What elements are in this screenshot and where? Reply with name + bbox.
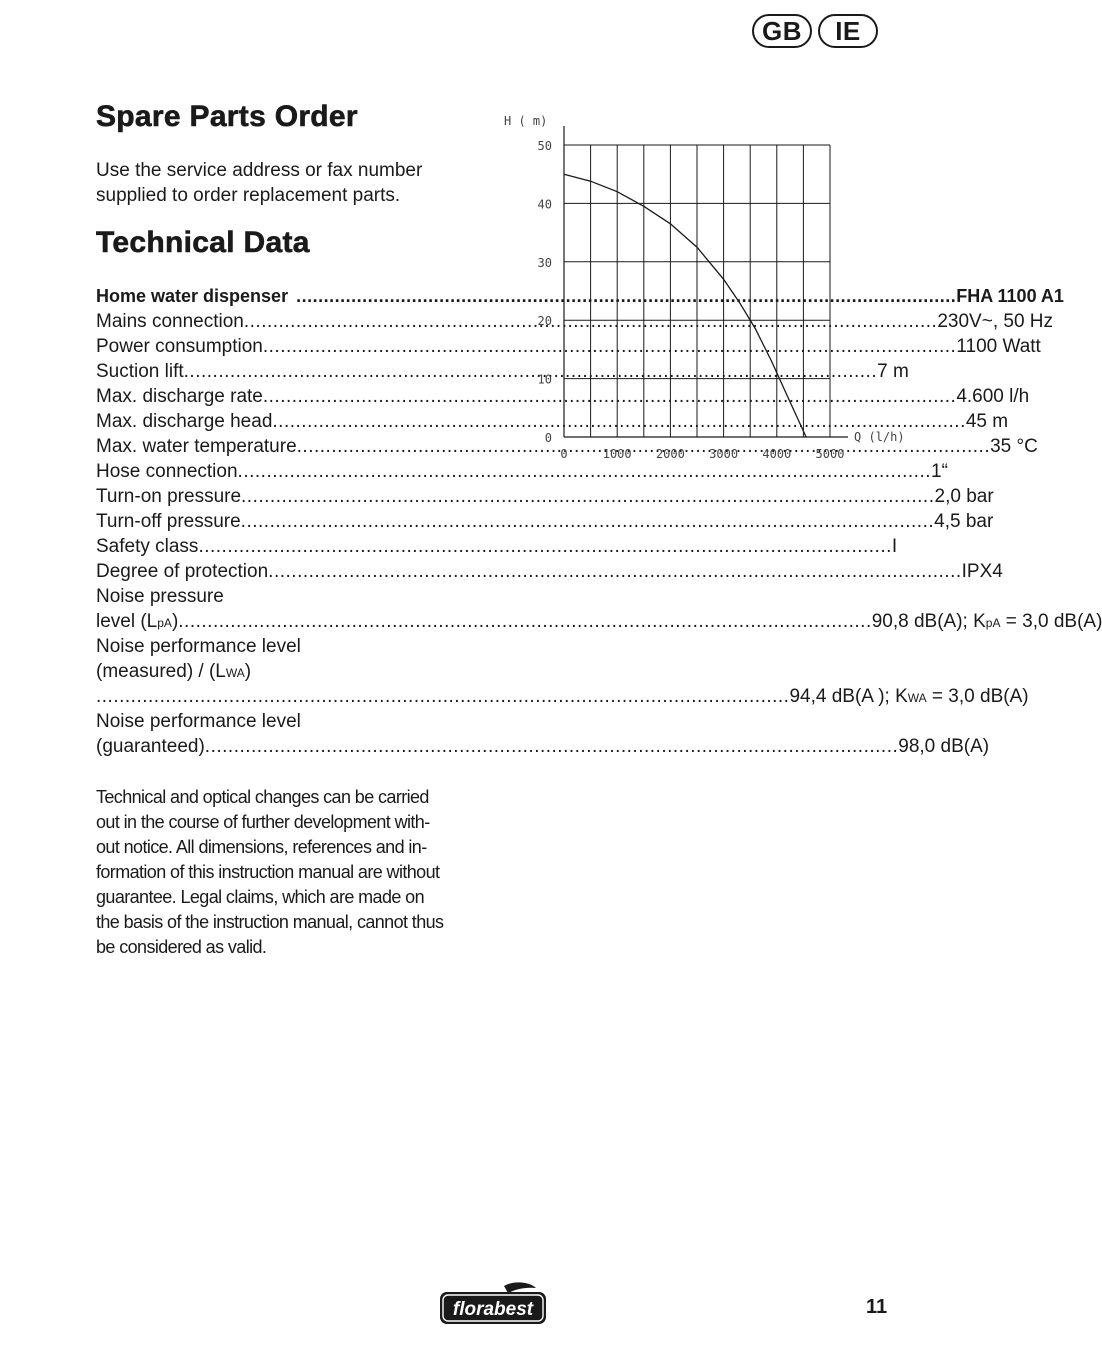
spec-value: 230V~, 50 Hz [937,311,1054,332]
spec-label: Max. discharge head [96,411,273,432]
noise-measured-value-text: 94,4 dB(A ); K [789,686,908,707]
x-tick-label: 2000 [655,447,685,461]
spec-label: Safety class [96,536,199,557]
leader-dots [96,684,789,709]
leader-dots [241,484,934,509]
leader-dots [205,734,898,759]
spec-label: Degree of protection [96,561,269,582]
spec-label: Power consumption [96,336,263,357]
noise-measured-line1: Noise performance level [96,636,301,657]
spec-value: 7 m [877,361,909,382]
spec-row [96,459,948,484]
x-tick-label: 0 [560,447,568,461]
pump-performance-chart [496,104,905,464]
noise-pressure-k-sub: pA [985,616,1001,630]
spec-row [96,484,994,509]
noise-pressure-k-value: = 3,0 dB(A) [1000,611,1102,632]
technical-data-heading: Technical Data [96,226,310,259]
spec-label: Hose connection [96,461,238,482]
spec-label: Max. discharge rate [96,386,263,407]
spec-value: I [891,536,898,557]
y-tick-label: 10 [537,372,552,387]
disclaimer-line: out notice. All dimensions, references and in- [96,837,427,857]
x-tick-label: 5000 [815,447,845,461]
y-tick-label: 40 [537,197,552,212]
spec-row [96,534,898,559]
noise-measured-line2: (measured) / (LWA) [96,661,252,682]
y-tick-label: 0 [544,431,552,445]
spec-row [96,559,1003,584]
spec-value: 1“ [931,461,948,482]
noise-measured-prefix: (measured) / (L [96,661,226,682]
leader-dots [178,609,871,634]
logo-text: florabest [452,1299,534,1320]
spec-value: 45 m [965,411,1009,432]
leaf-icon [504,1282,536,1293]
page-number: 11 [866,1296,888,1318]
y-axis-label: H ( m) [504,114,548,128]
noise-guaranteed-value: 98,0 dB(A) [898,736,990,757]
noise-pressure-title: Noise pressure [96,586,224,607]
x-axis-label: Q (l/h) [854,430,905,444]
y-tick-label: 20 [537,314,552,329]
spec-label: Turn-on pressure [96,486,242,507]
noise-pressure-value [872,609,1102,636]
spare-parts-section [96,100,472,208]
technical-data-section [96,226,472,260]
disclaimer-line: out in the course of further development with- [96,812,430,832]
lang-badge-gb: GB [752,14,812,48]
spare-parts-text-line2: supplied to order replacement parts. [96,185,401,206]
spec-row-product [96,284,1064,309]
spec-value: 4.600 l/h [956,386,1030,407]
noise-measured-sub: WA [225,666,245,680]
series-line [564,174,806,437]
disclaimer-line: Technical and optical changes can be carried [96,787,429,807]
spec-value: 4,5 bar [934,511,994,532]
spare-parts-text [96,158,472,208]
spec-row [96,509,994,534]
disclaimer-line: formation of this instruction manual are without [96,862,440,882]
language-badges [752,14,878,48]
disclaimer-text [96,785,480,960]
noise-pressure-label: level (LpA) [96,611,179,632]
spare-parts-heading: Spare Parts Order [96,100,358,133]
y-tick-label: 30 [537,255,552,270]
disclaimer-line: the basis of the instruction manual, cannot thus [96,912,444,932]
noise-pressure-row [96,609,1102,634]
noise-measured-k-value: = 3,0 dB(A) [926,686,1029,707]
x-tick-label: 3000 [709,447,739,461]
spec-value: 2,0 bar [934,486,994,507]
leader-dots [268,559,961,584]
noise-measured-value [789,684,1028,711]
x-tick-label: 1000 [602,447,632,461]
spec-value: IPX4 [961,561,1003,582]
spec-label: Mains connection [96,311,244,332]
spec-label: Max. water temperature [96,436,297,457]
x-tick-label: 4000 [762,447,792,461]
spec-value: 35 °C [990,436,1038,457]
noise-measured-k-sub: WA [907,691,927,705]
leader-dots [241,509,934,534]
spec-row [96,384,1030,409]
noise-pressure-prefix: level (L [96,611,158,632]
disclaimer-line: guarantee. Legal claims, which are made on [96,887,425,907]
noise-guaranteed-line1: Noise performance level [96,711,301,732]
spec-row [96,409,1009,434]
noise-guaranteed-row [96,734,990,759]
lang-badge-ie: IE [818,14,878,48]
florabest-logo [438,1282,548,1328]
spec-label: Home water dispenser [96,286,289,306]
noise-measured-row [96,684,1029,709]
spec-label: Suction lift [96,361,184,382]
spec-value: 1100 Watt [956,336,1041,357]
spec-label: Turn-off pressure [96,511,241,532]
noise-pressure-value-text: 90,8 dB(A); K [871,611,986,632]
y-tick-label: 50 [537,139,552,153]
spare-parts-text-line1: Use the service address or fax number [96,160,423,181]
spec-value: FHA 1100 A1 [956,286,1064,306]
spec-row [96,334,1041,359]
noise-guaranteed-label: (guaranteed) [96,736,205,757]
noise-pressure-sub: pA [157,616,172,630]
disclaimer-line: be considered as valid. [96,937,267,957]
leader-dots [198,534,891,559]
